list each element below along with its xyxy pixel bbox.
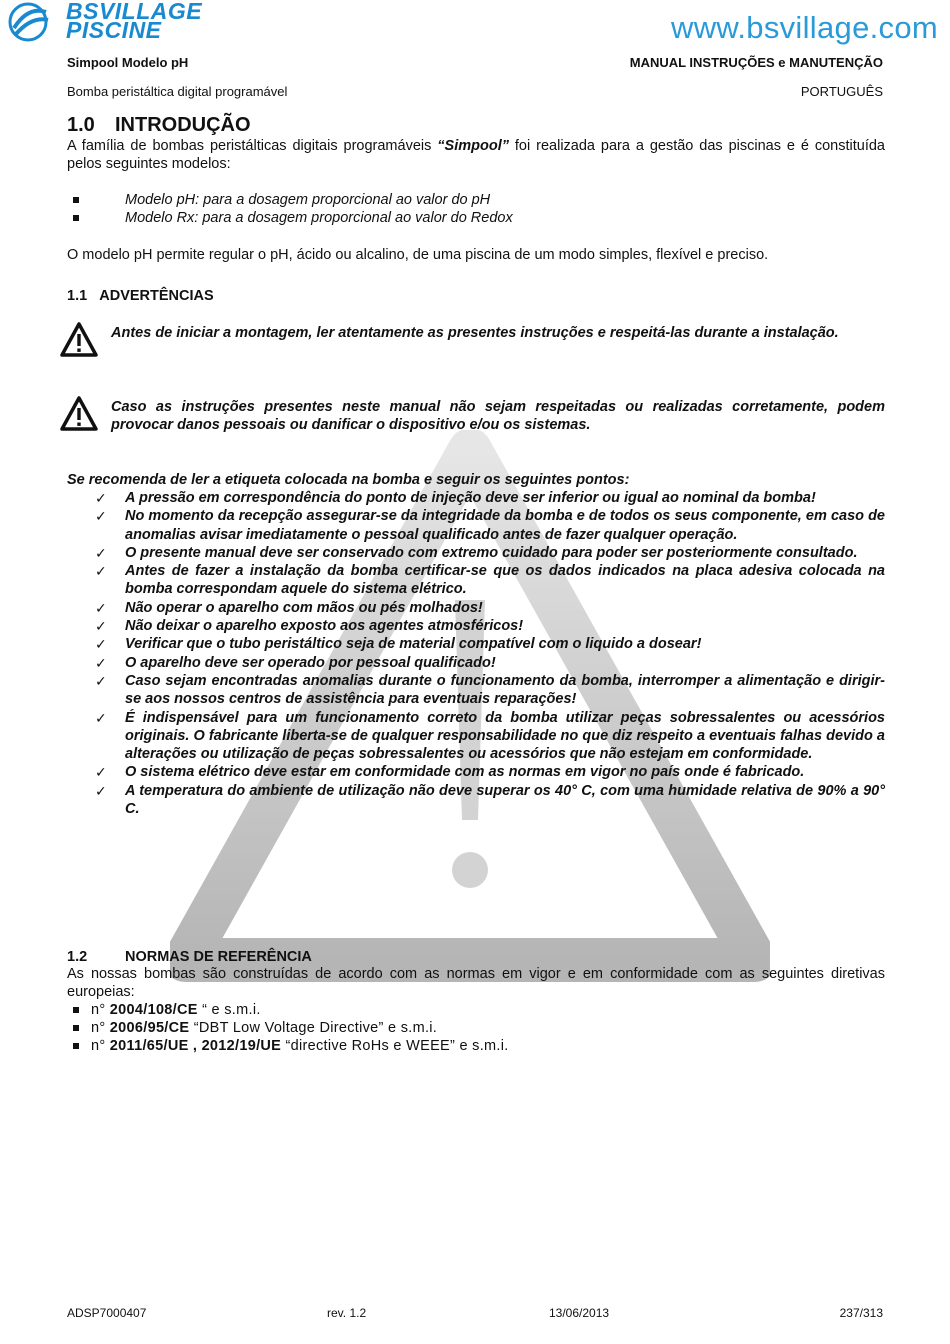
- checklist-item: ✓ A temperatura do ambiente de utilização não deve superar os 40° C, com uma humidade relativa de 90% a 90° C.: [67, 782, 885, 819]
- checklist-item: ✓ É indispensável para um funcionamento correto da bomba utilizar peças sobressalentes ou acessórios originais. O fabricante liberta-se de qualquer responsabilidade no que diz respeito a eventuais falhas devido a alterações ou utilização de peças sobressalentes ou acessórios que não estejam em conformidade.: [67, 709, 885, 764]
- section-number: 1.2: [67, 949, 88, 965]
- checklist-item: ✓ O presente manual deve ser conservado com extremo cuidado para poder ser posteriormente consultado.: [67, 544, 885, 562]
- list-item: [67, 1019, 885, 1037]
- warning-icon: [59, 320, 99, 360]
- section-heading-intro: [67, 114, 885, 137]
- footer-revision: rev. 1.2: [327, 1306, 367, 1320]
- warning-icon: [59, 394, 99, 434]
- logo-swirl-icon: [6, 2, 58, 42]
- section-heading-norms: [67, 949, 885, 965]
- checklist-item: ✓ No momento da recepção assegurar-se da integridade da bomba e de todos os seus componente, em caso de anomalias avisar imediatamente o pessoal qualificado antes de fazer qualquer operação.: [67, 507, 885, 544]
- checklist-item: ✓ O aparelho deve ser operado por pessoal qualificado!: [67, 654, 885, 672]
- section-heading-warnings: [67, 288, 885, 304]
- norm-code: 2006/95/CE: [109, 1020, 190, 1036]
- intro-text-before: A família de bombas peristálticas digitais programáveis: [67, 138, 438, 154]
- logo-line-1: BSVILLAGE: [66, 0, 203, 24]
- website-url[interactable]: www.bsvillage.com: [671, 10, 938, 45]
- brand-name: “Simpool”: [437, 138, 509, 154]
- warning-text-2: Caso as instruções presentes neste manual não sejam respeitadas ou realizadas corretamente, podem provocar danos pessoais ou danificar o dispositivo e/ou os sistemas.: [111, 399, 885, 433]
- header-left-subtitle: Bomba peristáltica digital programável: [67, 84, 288, 99]
- checklist-item: ✓ Antes de fazer a instalação da bomba certificar-se que os dados indicados na placa adesiva colocada na bomba correspondam aquele do sistema elétrico.: [67, 562, 885, 599]
- intro-section: [67, 114, 885, 264]
- checklist-intro: Se recomenda de ler a etiqueta colocada na bomba e seguir os seguintes pontos:: [67, 472, 630, 488]
- checklist-item: ✓ Caso sejam encontradas anomalias durante o funcionamento da bomba, interromper a alimentação e dirigir-se aos nossos centros de assistência para eventuais reparações!: [67, 672, 885, 709]
- norm-prefix: n°: [91, 1038, 110, 1054]
- norm-code: 2004/108/CE: [109, 1002, 198, 1018]
- intro-paragraph: [67, 137, 885, 173]
- header-right-title: MANUAL INSTRUÇÕES e MANUTENÇÃO: [629, 55, 883, 70]
- section-title: INTRODUÇÃO: [115, 114, 251, 136]
- norms-section: [67, 949, 885, 1055]
- norm-description: “ e s.m.i.: [197, 1002, 261, 1018]
- footer-doc-code: ADSP7000407: [67, 1306, 147, 1320]
- footer-page-number: 237/313: [839, 1306, 883, 1320]
- norm-code: 2011/65/UE , 2012/19/UE: [109, 1038, 282, 1054]
- norm-prefix: n°: [91, 1020, 110, 1036]
- intro-text-after: foi realizada para a gestão das piscinas e é constituída pelos seguintes modelos:: [67, 138, 885, 172]
- section-title: NORMAS DE REFERÊNCIA: [125, 949, 312, 965]
- checklist-item: ✓ A pressão em correspondência do ponto de injeção deve ser inferior ou igual ao nominal da bomba!: [67, 489, 885, 507]
- logo-wordmark: [66, 0, 203, 43]
- checklist-item: ✓ Não deixar o aparelho exposto aos agentes atmosféricos!: [67, 617, 885, 635]
- header-left-title: Simpool Modelo pH: [67, 55, 189, 70]
- section-title: ADVERTÊNCIAS: [99, 288, 214, 304]
- footer-date: 13/06/2013: [549, 1306, 610, 1320]
- intro-closing: O modelo pH permite regular o pH, ácido ou alcalino, de uma piscina de um modo simples, flexível e preciso.: [67, 247, 769, 263]
- list-item: Modelo Rx: para a dosagem proporcional ao valor do Redox: [67, 209, 885, 227]
- section-number: 1.0: [67, 114, 95, 136]
- norms-list: [67, 1001, 885, 1055]
- warning-block-1: [67, 324, 885, 342]
- list-item: Modelo pH: para a dosagem proporcional ao valor do pH: [67, 191, 885, 209]
- list-item: [67, 1001, 885, 1019]
- warning-text-1: Antes de iniciar a montagem, ler atentamente as presentes instruções e respeitá-las durante a instalação.: [111, 325, 839, 341]
- checklist: [67, 489, 885, 818]
- checklist-section: [67, 471, 885, 818]
- warning-block-2: [67, 398, 885, 434]
- brand-logo: [6, 2, 206, 42]
- checklist-item: ✓ Não operar o aparelho com mãos ou pés molhados!: [67, 599, 885, 617]
- logo-line-2: PISCINE: [66, 17, 162, 43]
- norm-description: “directive RoHs e WEEE” e s.m.i.: [281, 1038, 509, 1054]
- section-number: 1.1: [67, 288, 88, 304]
- checklist-item: ✓ Verificar que o tubo peristáltico seja de material compatível com o liquido a dosear!: [67, 635, 885, 653]
- models-list: [67, 191, 885, 227]
- norm-description: “DBT Low Voltage Directive” e s.m.i.: [189, 1020, 438, 1036]
- checklist-item: ✓ O sistema elétrico deve estar em conformidade com as normas em vigor no país onde é fabricado.: [67, 763, 885, 781]
- norm-prefix: n°: [91, 1002, 110, 1018]
- norms-paragraph: As nossas bombas são construídas de acordo com as normas em vigor e em conformidade com as seguintes diretivas europeias:: [67, 966, 885, 1000]
- header-right-subtitle: PORTUGUÊS: [800, 84, 883, 99]
- list-item: [67, 1037, 885, 1055]
